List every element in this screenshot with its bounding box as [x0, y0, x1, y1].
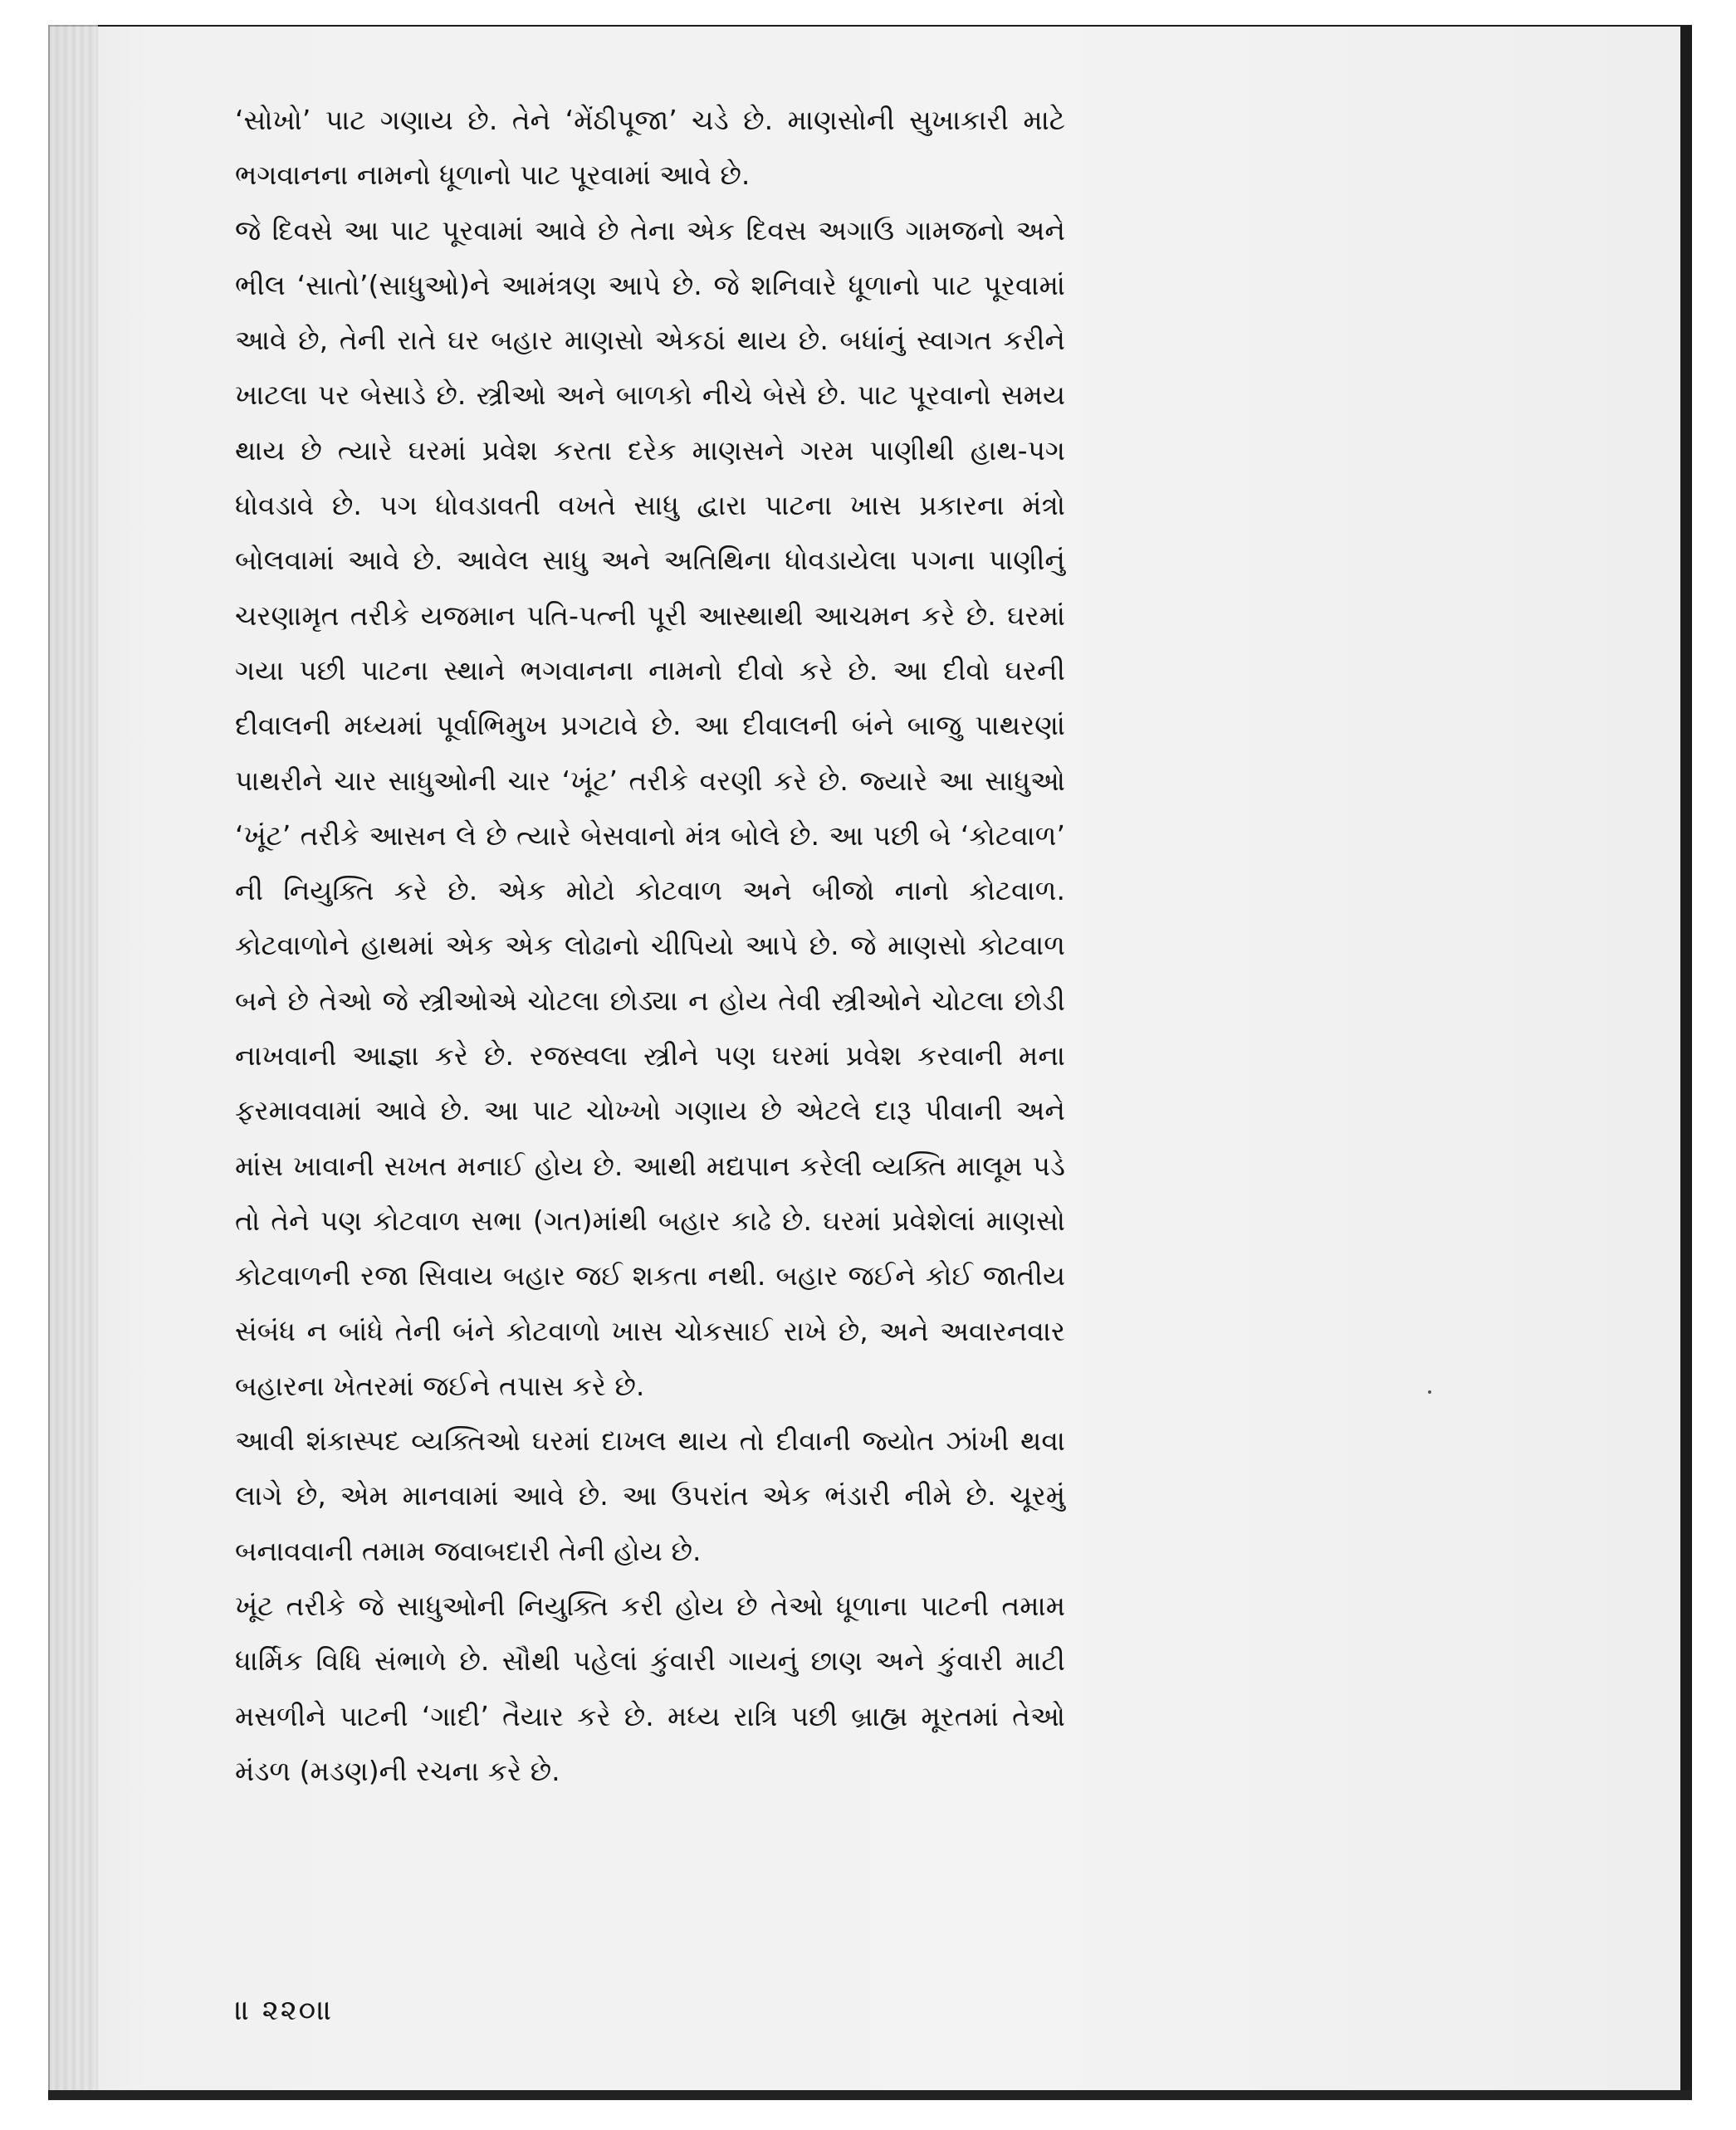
paragraph-3: આવી શંકાસ્પદ વ્યક્તિઓ ઘરમાં દાખલ થાય તો દીવાની જ્યોત ઝાંખી થવા લાગે છે, એમ માનવામાં આવે છે. આ ઉપરાંત એક ભંડારી નીમે છે. ચૂરમું બનાવવાની તમામ જવાબદારી તેની હોય છે.: [235, 1424, 1065, 1567]
scan-speck: [1428, 1390, 1431, 1394]
page-number: ॥ ૨૨૦॥: [235, 1994, 335, 2027]
paragraph-1: ‘સોખો’ પાટ ગણાય છે. તેને ‘મેંઠીપૂજા’ ચડે છે. માણસોની સુખાકારી માટે ભગવાનના નામનો ધૂળાનો પાટ પૂરવામાં આવે છે.: [235, 104, 1065, 192]
paragraph-4: ખૂંટ તરીકે જે સાધુઓની નિયુક્તિ કરી હોય છે તેઓ ધૂળાના પાટની તમામ ધાર્મિક વિધિ સંભાળે છે. સૌથી પહેલાં કુંવારી ગાયનું છાણ અને કુંવારી માટી મસળીને પાટની ‘ગાદી’ તૈયાર કરે છે. મધ્ય રાત્રિ પછી બ્રાહ્મ મૂરતમાં તેઓ મંડળ (મડણ)ની રચના કરે છે.: [235, 1590, 1065, 1787]
page-edges: [48, 25, 98, 2100]
scan-edge-right: [1680, 25, 1692, 2100]
scan-edge-bottom: [48, 2090, 1692, 2100]
paragraph-2: જે દિવસે આ પાટ પૂરવામાં આવે છે તેના એક દિવસ અગાઉ ગામજનો અને ભીલ ‘સાતો’(સાધુઓ)ને આમંત્રણ આપે છે. જે શનિવારે ધૂળાનો પાટ પૂરવામાં આવે છે, તેની રાતે ઘર બહાર માણસો એકઠાં થાય છે. બધાંનું સ્વાગત કરીને ખાટલા પર બેસાડે છે. સ્ત્રીઓ અને બાળકો નીચે બેસે છે. પાટ પૂરવાનો સમય થાય છે ત્યારે ઘરમાં પ્રવેશ કરતા દરેક માણસને ગરમ પાણીથી હાથ-પગ ધોવડાવે છે. પગ ધોવડાવતી વખતે સાધુ દ્વારા પાટના ખાસ પ્રકારના મંત્રો બોલવામાં આવે છે. આવેલ સાધુ અને અતિથિના ધોવડાયેલા પગના પાણીનું ચરણામૃત તરીકે યજમાન પતિ-પત્ની પૂરી આસ્થાથી આચમન કરે છે. ઘરમાં ગયા પછી પાટના સ્થાને ભગવાનના નામનો દીવો કરે છે. આ દીવો ઘરની દીવાલની મધ્યમાં પૂર્વાભિમુખ પ્રગટાવે છે. આ દીવાલની બંને બાજુ પાથરણાં પાથરીને ચાર સાધુઓની ચાર ‘ખૂંટ’ તરીકે વરણી કરે છે. જ્યારે આ સાધુઓ ‘ખૂંટ’ તરીકે આસન લે છે ત્યારે બેસવાનો મંત્ર બોલે છે. આ પછી બે ‘કોટવાળ’ ની નિયુક્તિ કરે છે. એક મોટો કોટવાળ અને બીજો નાનો કોટવાળ. કોટવાળોને હાથમાં એક એક લોઢાનો ચીપિયો આપે છે. જે માણસો કોટવાળ બને છે તેઓ જે સ્ત્રીઓએ ચોટલા છોડ્યા ન હોય તેવી સ્ત્રીઓને ચોટલા છોડી નાખવાની આજ્ઞા કરે છે. રજસ્વલા સ્ત્રીને પણ ઘરમાં પ્રવેશ કરવાની મના ફરમાવવામાં આવે છે. આ પાટ ચોખ્ખો ગણાય છે એટલે દારૂ પીવાની અને માંસ ખાવાની સખત મનાઈ હોય છે. આથી મદ્યપાન કરેલી વ્યક્તિ માલૂમ પડે તો તેને પણ કોટવાળ સભા (ગત)માંથી બહાર કાઢે છે. ઘરમાં પ્રવેશેલાં માણસો કોટવાળની રજા સિવાય બહાર જઈ શકતા નથી. બહાર જઈને કોઈ જાતીય સંબંધ ન બાંધે તેની બંને કોટવાળો ખાસ ચોકસાઈ રાખે છે, અને અવારનવાર બહારના ખેતરમાં જઈને તપાસ કરે છે.: [235, 213, 1065, 1402]
body-text: [235, 93, 1065, 1799]
